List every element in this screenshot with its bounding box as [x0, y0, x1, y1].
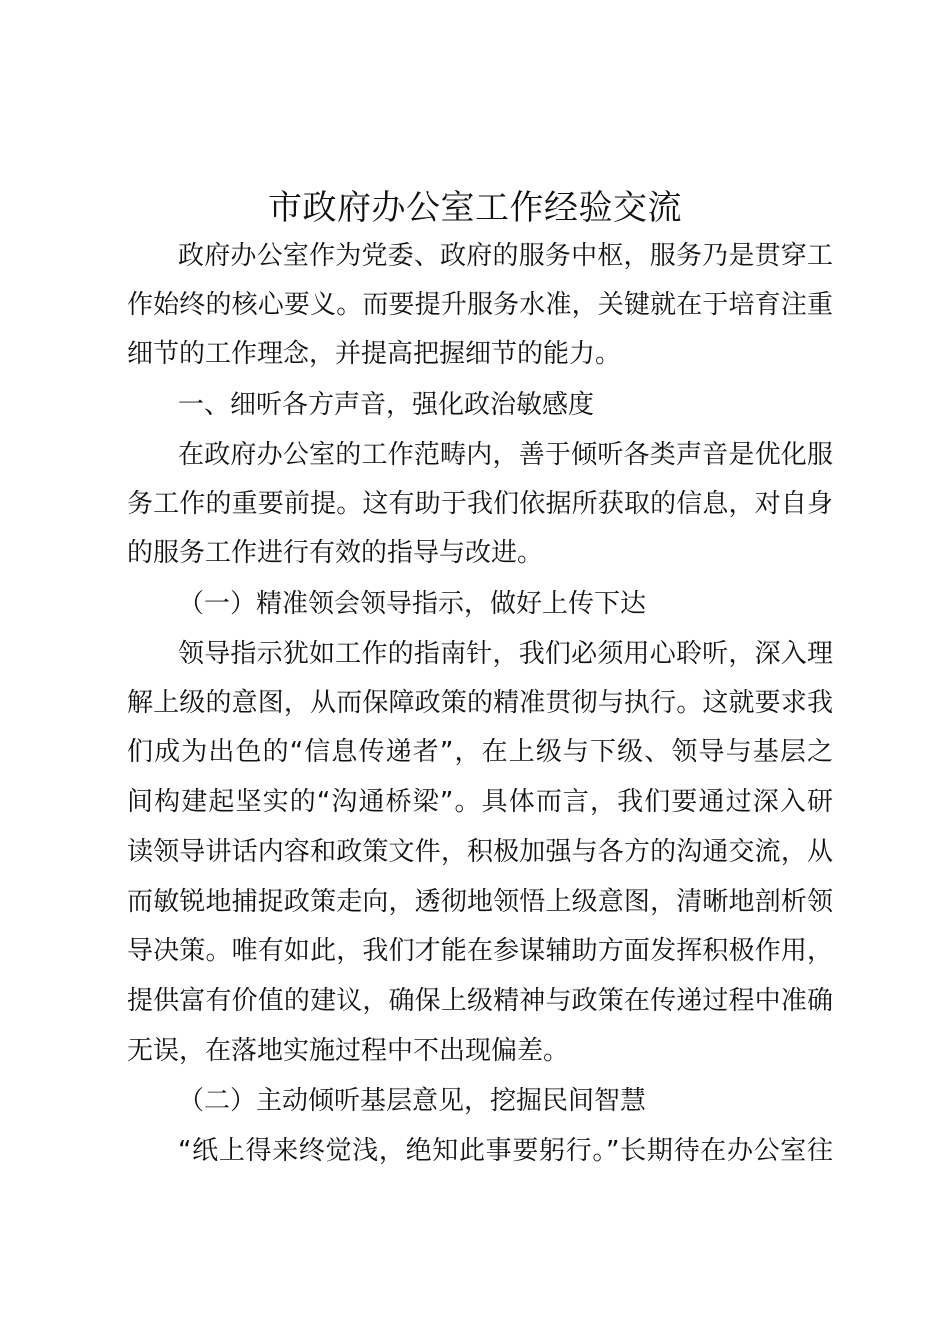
paragraph-line: 无误，在落地实施过程中不出现偏差。 [127, 1036, 570, 1066]
paragraph-line: 在政府办公室的工作范畴内，善于倾听各类声音是优化服 [178, 440, 833, 470]
document-title: 市政府办公室工作经验交流 [268, 188, 682, 228]
paragraph-line: 政府办公室作为党委、政府的服务中枢，服务乃是贯穿工 [178, 241, 833, 271]
subsection-heading: （一）精准领会领导指示，做好上传下达 [178, 589, 647, 619]
paragraph-line: 作始终的核心要义。而要提升服务水准，关键就在于培育注重 [127, 290, 833, 320]
paragraph-line: “纸上得来终觉浅，绝知此事要躬行。”长期待在办公室往 [178, 1136, 833, 1166]
subsection-heading: （二）主动倾听基层意见，挖掘民间智慧 [178, 1086, 647, 1116]
paragraph-line: 们成为出色的“信息传递者”，在上级与下级、领导与基层之 [127, 737, 833, 767]
paragraph-line: 的服务工作进行有效的指导与改进。 [127, 538, 544, 568]
paragraph-line: 读领导讲话内容和政策文件，积极加强与各方的沟通交流，从 [127, 837, 833, 867]
paragraph-line: 务工作的重要前提。这有助于我们依据所获取的信息，对自身 [127, 489, 833, 519]
paragraph-line: 提供富有价值的建议，确保上级精神与政策在传递过程中准确 [127, 986, 833, 1016]
paragraph-line: 导决策。唯有如此，我们才能在参谋辅助方面发挥积极作用， [127, 936, 833, 966]
paragraph-line: 而敏锐地捕捉政策走向，透彻地领悟上级意图，清晰地剖析领 [127, 887, 833, 917]
paragraph-line: 领导指示犹如工作的指南针，我们必须用心聆听，深入理 [178, 639, 833, 669]
section-heading: 一、细听各方声音，强化政治敏感度 [178, 390, 595, 420]
paragraph-line: 细节的工作理念，并提高把握细节的能力。 [127, 339, 622, 369]
paragraph-line: 解上级的意图，从而保障政策的精准贯彻与执行。这就要求我 [127, 688, 833, 718]
paragraph-line: 间构建起坚实的“沟通桥梁”。具体而言，我们要通过深入研 [127, 787, 833, 817]
